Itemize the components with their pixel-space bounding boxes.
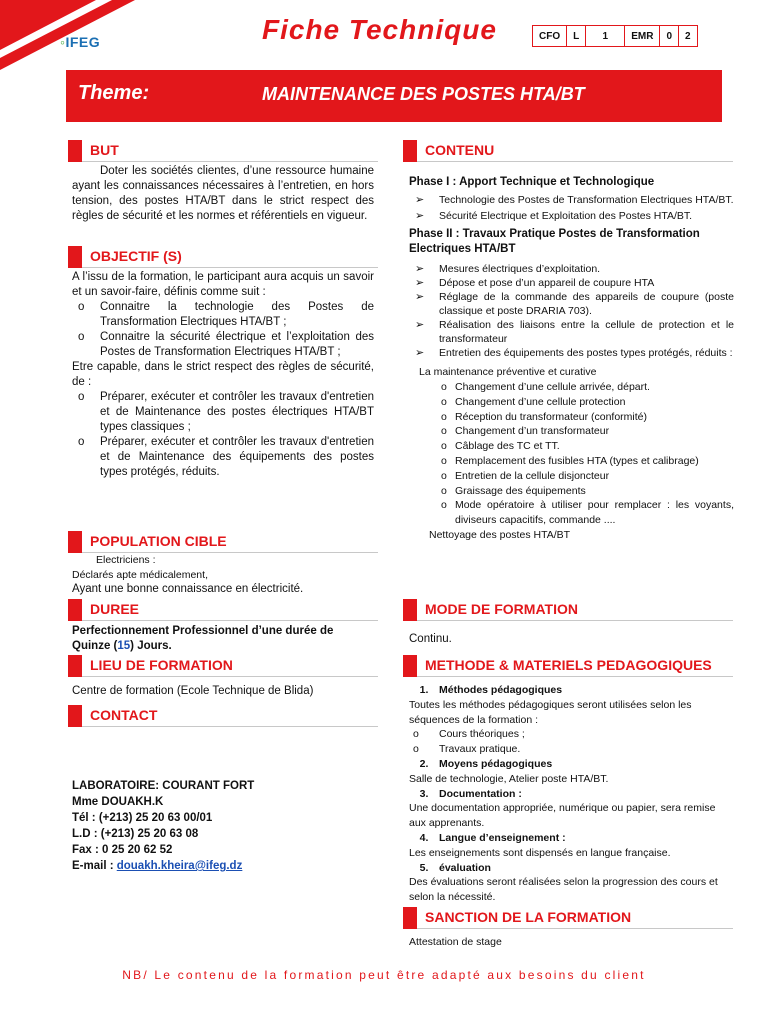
list-item: o Changement d’un transformateur <box>441 424 734 439</box>
phase-2-list <box>409 262 734 360</box>
list-item: o Cours théoriques ; <box>413 727 734 742</box>
section-marker <box>68 531 82 553</box>
section-rule <box>417 161 733 162</box>
section-title: DUREE <box>90 601 140 617</box>
section-rule <box>82 676 378 677</box>
list-item: o Graissage des équipements <box>441 484 734 499</box>
objectif-intro: A l’issu de la formation, le participant aura acquis un savoir et un savoir-faire, définis comme suit : <box>72 271 374 298</box>
method-1-list <box>413 727 734 757</box>
but-text: Doter les sociétés clientes, d’une ressource humaine ayant les connaissances nécessaires à l’entretien, en hors tension, des postes HTA/BT dans le strict respect des règles de sécurité et les normes et référentiels en vigueur. <box>72 165 374 222</box>
theme-value: MAINTENANCE DES POSTES HTA/BT <box>262 84 585 104</box>
method-5-text: Des évaluations seront réalisées selon la progression des cours et selon la nécessité. <box>409 876 718 904</box>
section-title: POPULATION CIBLE <box>90 533 227 549</box>
list-item: ➢ Réglage de la commande des appareils de coupure (poste classique et poste DRARIA 703). <box>409 290 734 318</box>
contact-email-row <box>72 858 254 874</box>
method-number: 3. <box>419 787 429 800</box>
list-item: ➢ Technologie des Postes de Transformation Electriques HTA/BT. <box>409 193 734 207</box>
ref-cell: L <box>567 26 586 47</box>
section-marker <box>403 655 417 677</box>
method-title: Méthodes pédagogiques <box>439 684 563 696</box>
theme-label: Theme: <box>78 82 150 104</box>
population-line-3: Ayant une bonne connaissance en électricité. <box>72 583 304 595</box>
ref-cell: 0 <box>660 26 679 47</box>
list-item: o Connaitre la sécurité électrique et l’exploitation des Postes de Transformation Electriques HTA/BT ; <box>72 330 374 360</box>
list-item: o Câblage des TC et TT. <box>441 439 734 454</box>
contact-name: Mme DOUAKH.K <box>72 796 164 808</box>
list-item: o Remplacement des fusibles HTA (types et calibrage) <box>441 454 734 469</box>
section-title: METHODE & MATERIELS PEDAGOGIQUES <box>425 657 712 673</box>
list-item: o Préparer, exécuter et contrôler les travaux d'entretien et de Maintenance des postes électriques HTA/BT types classiques ; <box>72 390 374 435</box>
list-item: o Changement d’une cellule protection <box>441 395 734 410</box>
logo-mark-icon: ◦ <box>60 34 66 50</box>
section-sanction <box>403 907 733 929</box>
method-3-heading <box>409 787 734 802</box>
section-marker <box>403 907 417 929</box>
lieu-text: Centre de formation (Ecole Technique de Blida) <box>72 685 314 697</box>
section-marker <box>68 246 82 268</box>
section-marker <box>68 140 82 162</box>
duree-number: 15 <box>117 640 131 652</box>
contact-tel: Tél : (+213) 25 20 63 00/01 <box>72 812 213 824</box>
document-title: Fiche Technique <box>262 14 497 45</box>
method-1-text: Toutes les méthodes pédagogiques seront utilisées selon les séquences de la formation : <box>409 698 692 726</box>
section-rule <box>82 620 378 621</box>
section-rule <box>82 726 378 727</box>
section-rule <box>417 620 733 621</box>
contact-block <box>72 778 254 874</box>
phase-2-title: Phase II : Travaux Pratique Postes de Transformation Electriques HTA/BT <box>409 228 700 255</box>
duree-text-start: Perfectionnement Professionnel d’une durée de Quinze ( <box>72 625 334 652</box>
method-2-heading <box>409 757 734 772</box>
section-title: OBJECTIF (S) <box>90 248 182 264</box>
maintenance-list <box>441 380 734 528</box>
section-marker <box>403 599 417 621</box>
objectif-body <box>72 270 374 480</box>
ref-cell: 2 <box>679 26 698 47</box>
section-marker <box>403 140 417 162</box>
section-duree <box>68 599 378 621</box>
section-contenu <box>403 140 733 162</box>
maintenance-title: La maintenance préventive et curative <box>419 366 597 378</box>
section-marker <box>68 599 82 621</box>
reference-table <box>532 25 698 47</box>
population-line-2: Déclarés apte médicalement, <box>72 569 208 581</box>
method-title: Documentation : <box>439 787 522 800</box>
section-title: LIEU DE FORMATION <box>90 657 233 673</box>
section-lieu <box>68 655 378 677</box>
method-5-heading <box>409 861 734 876</box>
maintenance-last: Nettoyage des postes HTA/BT <box>429 528 571 541</box>
section-but <box>68 140 378 162</box>
list-item: ➢ Sécurité Electrique et Exploitation des Postes HTA/BT. <box>409 209 734 223</box>
list-item: o Entretien de la cellule disjoncteur <box>441 469 734 484</box>
section-rule <box>82 552 378 553</box>
list-item: o Mode opératoire à utiliser pour remplacer : les voyants, diviseurs capacitifs, commande .... <box>441 498 734 528</box>
objectif-intro-2: Etre capable, dans le strict respect des règles de sécurité, de : <box>72 361 374 388</box>
list-item: o Connaitre la technologie des Postes de Transformation Electriques HTA/BT ; <box>72 300 374 330</box>
method-title: Moyens pédagogiques <box>439 757 553 770</box>
mode-text: Continu. <box>409 633 452 645</box>
method-4-text: Les enseignements sont dispensés en langue française. <box>409 846 671 859</box>
contact-fax: Fax : 0 25 20 62 52 <box>72 844 173 856</box>
method-1-heading <box>409 683 734 698</box>
section-title: MODE DE FORMATION <box>425 601 578 617</box>
ref-cell: CFO <box>533 26 567 47</box>
method-4-heading <box>409 831 734 846</box>
email-label: E-mail : <box>72 860 117 872</box>
sanction-text: Attestation de stage <box>409 936 502 948</box>
contact-lab: LABORATOIRE: COURANT FORT <box>72 780 255 792</box>
population-line-1: Electriciens : <box>96 554 156 566</box>
contenu-body <box>409 176 734 543</box>
contact-ld: L.D : (+213) 25 20 63 08 <box>72 828 199 840</box>
section-methode <box>403 655 733 677</box>
section-rule <box>82 267 378 268</box>
ref-cell: EMR <box>625 26 660 47</box>
footer-note: NB/ Le contenu de la formation peut être adapté aux besoins du client <box>122 968 646 982</box>
list-item: ➢ Entretien des équipements des postes types protégés, réduits : <box>409 346 734 360</box>
method-title: évaluation <box>439 861 491 874</box>
method-number: 5. <box>419 861 429 874</box>
method-number: 4. <box>419 831 429 844</box>
section-contact <box>68 705 378 727</box>
section-population <box>68 531 378 553</box>
section-title: SANCTION DE LA FORMATION <box>425 909 632 925</box>
objectif-list-1 <box>72 300 374 360</box>
method-number: 2. <box>419 757 429 770</box>
section-rule <box>417 676 733 677</box>
methode-body <box>409 683 734 905</box>
list-item: ➢ Mesures électriques d’exploitation. <box>409 262 734 276</box>
section-mode <box>403 599 733 621</box>
method-title: Langue d’enseignement : <box>439 831 566 844</box>
method-3-text: Une documentation appropriée, numérique ou papier, sera remise aux apprenants. <box>409 802 716 830</box>
logo-text: IFEG <box>65 34 101 50</box>
section-marker <box>68 655 82 677</box>
list-item: o Changement d’une cellule arrivée, départ. <box>441 380 734 395</box>
section-rule <box>82 161 378 162</box>
logo <box>60 34 100 50</box>
section-title: BUT <box>90 142 119 158</box>
section-title: CONTACT <box>90 707 158 723</box>
email-link[interactable]: douakh.kheira@ifeg.dz <box>116 860 243 872</box>
list-item: ➢ Réalisation des liaisons entre la cellule de protection et le transformateur <box>409 318 734 346</box>
method-2-text: Salle de technologie, Atelier poste HTA/BT. <box>409 772 609 785</box>
section-objectif <box>68 246 378 268</box>
duree-text <box>72 624 372 654</box>
theme-banner <box>66 70 722 122</box>
method-number: 1. <box>419 684 429 696</box>
list-item: o Préparer, exécuter et contrôler les travaux d'entretien et de Maintenance des équipements des postes types protégés, réduits. <box>72 435 374 480</box>
list-item: o Travaux pratique. <box>413 742 734 757</box>
duree-text-end: ) Jours. <box>130 640 172 652</box>
objectif-list-2 <box>72 390 374 480</box>
ref-cell: 1 <box>586 26 625 47</box>
section-rule <box>417 928 733 929</box>
list-item: ➢ Dépose et pose d’un appareil de coupure HTA <box>409 276 734 290</box>
section-title: CONTENU <box>425 142 495 158</box>
phase-1-list <box>409 193 734 223</box>
section-marker <box>68 705 82 727</box>
phase-1-title: Phase I : Apport Technique et Technologique <box>409 176 655 188</box>
list-item: o Réception du transformateur (conformité) <box>441 410 734 425</box>
